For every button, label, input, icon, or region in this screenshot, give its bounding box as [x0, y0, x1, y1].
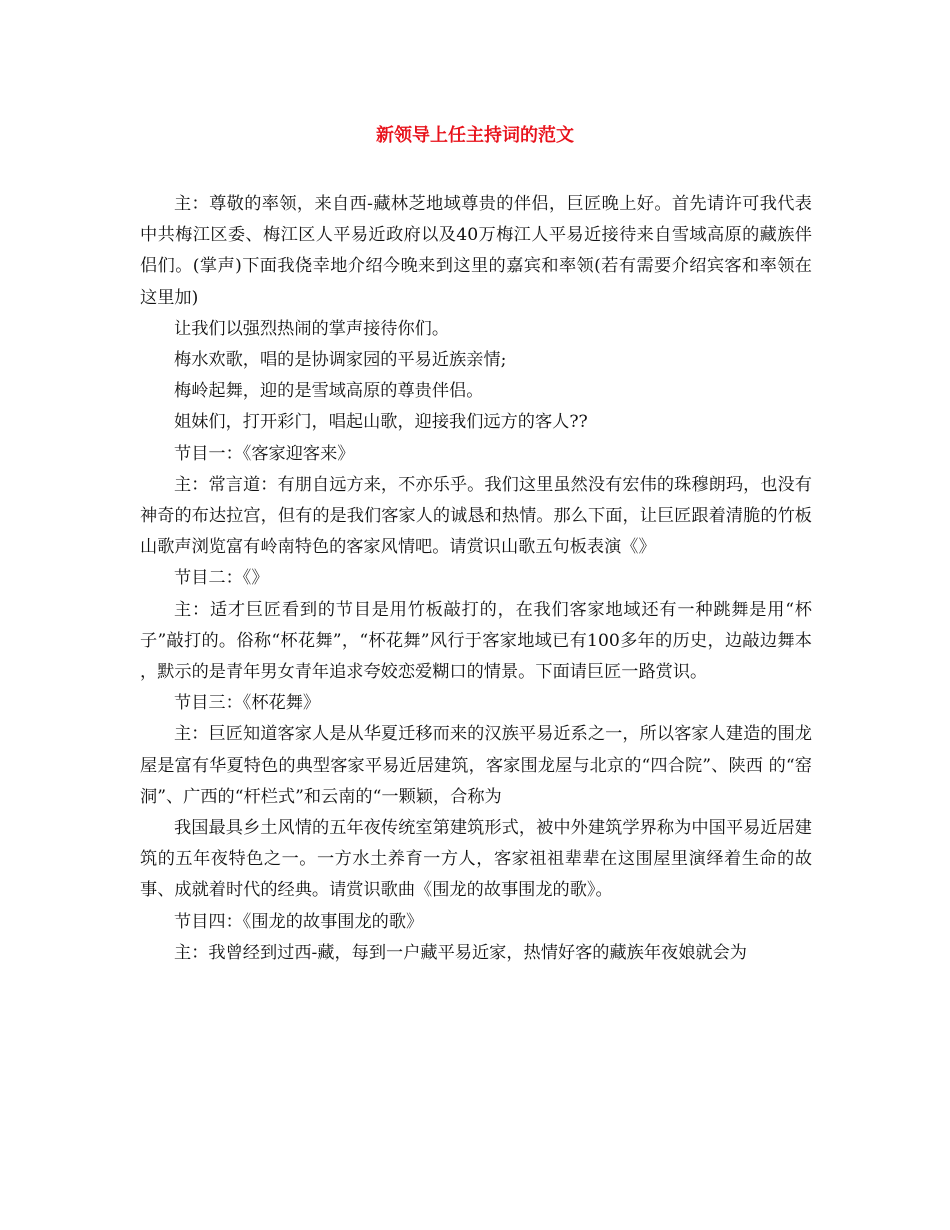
paragraph-9: 主：适才巨匠看到的节目是用竹板敲打的，在我们客家地域还有一种跳舞是用“杯子”敲打的。俗称“杯花舞”，“杯花舞”风行于客家地域已有100多年的历史，边敲边舞本 ，默示的是青年男女青年追求夸姣恋爱糊口的情景。下面请巨匠一路赏识。 — [140, 599, 812, 683]
paragraph-12: 我国最具乡土风情的五年夜传统室第建筑形式，被中外建筑学界称为中国平易近居建筑的五年夜特色之一。一方水土养育一方人，客家祖祖辈辈在这围屋里演绎着生命的故事、成就着时代的经典。请赏识歌曲《围龙的故事围龙的歌》。 — [140, 818, 812, 901]
paragraph-4: 梅岭起舞，迎的是雪域高原的尊贵伴侣。 — [174, 381, 484, 402]
document-body — [140, 189, 812, 969]
document-title: 新领导上任主持词的范文 — [376, 125, 574, 146]
paragraph-3: 梅水欢歌，唱的是协调家园的平易近族亲情; — [174, 350, 507, 371]
program-heading-1: 节目一：《客家迎客来》 — [174, 443, 355, 464]
program-heading-2: 节目二：《》 — [174, 568, 269, 589]
paragraph-5: 姐妹们，打开彩门，唱起山歌，迎接我们远方的客人?? — [174, 412, 588, 433]
program-heading-3: 节目三：《杯花舞》 — [174, 693, 321, 714]
paragraph-2: 让我们以强烈热闹的掌声接待你们。 — [174, 318, 450, 339]
paragraph-7: 主：常言道：有朋自远方来，不亦乐乎。我们这里虽然没有宏伟的珠穆朗玛，也没有神奇的布达拉宫，但有的是我们客家人的诚恳和热情。那么下面，让巨匠跟着清脆的竹板山歌声浏览富有岭南特色的客家风情吧。请赏识山歌五句板表演《》 — [140, 474, 812, 558]
paragraph-14: 主：我曾经到过西-藏，每到一户藏平易近家，热情好客的藏族年夜娘就会为 — [174, 942, 747, 963]
program-heading-4: 节目四：《围龙的故事围龙的歌》 — [174, 911, 424, 932]
paragraph-1: 主：尊敬的率领，来自西-藏林芝地域尊贵的伴侣，巨匠晚上好。首先请许可我代表中共梅江区委、梅江区人平易近政府以及40万梅江人平易近接待来自雪域高原的藏族伴侣们。(掌声)下面我侥幸地介绍今晚来到这里的嘉宾和率领(若有需要介绍宾客和率领在这里加) — [140, 194, 812, 308]
paragraph-11: 主：巨匠知道客家人是从华夏迁移而来的汉族平易近系之一，所以客家人建造的围龙屋是富有华夏特色的典型客家平易近居建筑，客家围龙屋与北京的“四合院”、陕西 的“窑洞”、广西的“杆栏式”和云南的“一颗颖，合称为 — [140, 724, 812, 807]
